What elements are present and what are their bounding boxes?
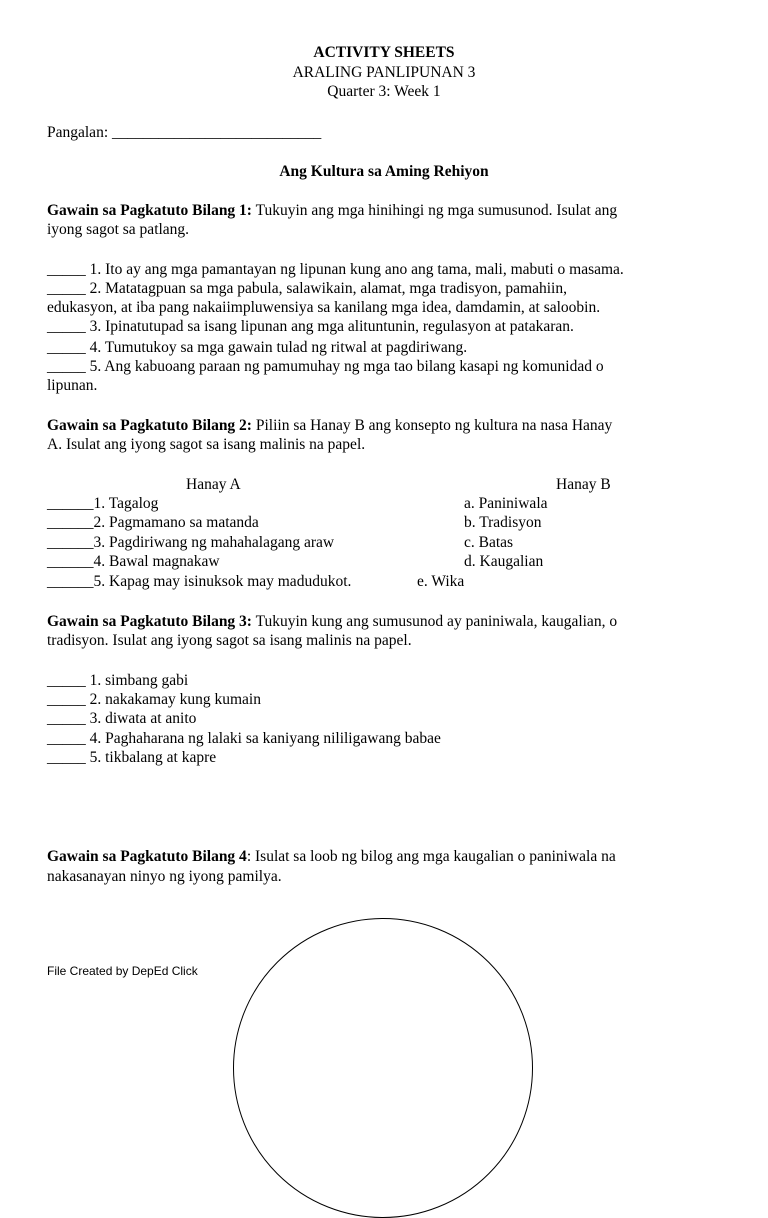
activity1-instruction-text: Tukuyin ang mga hinihingi ng mga sumusunod. Isulat ang (251, 202, 618, 219)
footer-credit: File Created by DepEd Click (47, 964, 198, 978)
activity1-item: _____ 3. Ipinatutupad sa isang lipunan ang mga alituntunin, regulasyon at patakaran. (47, 318, 574, 335)
activity3-instruction-text: Tukuyin kung ang sumusunod ay paniniwala, kaugalian, o (251, 613, 618, 630)
activity3-label: Gawain sa Pagkatuto Bilang 3: (47, 613, 252, 630)
activity2-label: Gawain sa Pagkatuto Bilang 2: (47, 417, 252, 434)
column-a-item: ______5. Kapag may isinuksok may madudukot. (47, 573, 352, 590)
activity2-instruction-cont: A. Isulat ang iyong sagot sa isang malinis na papel. (47, 436, 366, 453)
column-a-item: ______2. Pagmamano sa matanda (47, 514, 259, 531)
column-b-header: Hanay B (556, 476, 611, 493)
activity3-item: _____ 5. tikbalang at kapre (47, 749, 217, 766)
answer-circle (233, 918, 533, 1218)
lesson-title: Ang Kultura sa Aming Rehiyon (279, 163, 489, 180)
activity3-item: _____ 3. diwata at anito (47, 710, 197, 727)
activity3-item: _____ 1. simbang gabi (47, 672, 189, 689)
activity3-instruction-cont: tradisyon. Isulat ang iyong sagot sa isang malinis na papel. (47, 632, 412, 649)
activity1-item: _____ 2. Matatagpuan sa mga pabula, salawikain, alamat, mga tradisyon, pamahiin, (47, 280, 567, 297)
column-b-item: c. Batas (464, 534, 514, 551)
activity2-instruction-text: Piliin sa Hanay B ang konsepto ng kultura na nasa Hanay (251, 417, 613, 434)
activity1-instruction-cont: iyong sagot sa patlang. (47, 221, 190, 238)
activity3-item: _____ 2. nakakamay kung kumain (47, 691, 261, 708)
activity1-item: _____ 1. Ito ay ang mga pamantayan ng lipunan kung ano ang tama, mali, mabuti o masama. (47, 261, 624, 278)
name-line: Pangalan: ___________________________ (47, 124, 322, 141)
column-b-item: e. Wika (417, 573, 465, 590)
sheet-period: Quarter 3: Week 1 (327, 83, 441, 100)
activity3-instruction (47, 612, 617, 631)
activity4-instruction-text: : Isulat sa loob ng bilog ang mga kaugalian o paniniwala na (246, 848, 616, 865)
sheet-subject: ARALING PANLIPUNAN 3 (292, 64, 476, 81)
activity3-item: _____ 4. Paghaharana ng lalaki sa kaniyang nililigawang babae (47, 730, 441, 747)
sheet-title: ACTIVITY SHEETS (313, 44, 455, 61)
column-a-header: Hanay A (186, 476, 241, 493)
activity4-label: Gawain sa Pagkatuto Bilang 4 (47, 848, 247, 865)
activity1-label: Gawain sa Pagkatuto Bilang 1: (47, 202, 252, 219)
activity4-instruction-cont: nakasanayan ninyo ng iyong pamilya. (47, 868, 282, 885)
column-b-item: a. Paniniwala (464, 495, 548, 512)
column-b-item: b. Tradisyon (464, 514, 542, 531)
column-a-item: ______4. Bawal magnakaw (47, 553, 220, 570)
column-a-item: ______3. Pagdiriwang ng mahahalagang araw (47, 534, 335, 551)
activity4-instruction (47, 847, 616, 866)
activity1-item: lipunan. (47, 377, 98, 394)
column-a-item: ______1. Tagalog (47, 495, 159, 512)
activity1-item: _____ 5. Ang kabuoang paraan ng pamumuhay ng mga tao bilang kasapi ng komunidad o (47, 358, 604, 375)
activity1-item: _____ 4. Tumutukoy sa mga gawain tulad ng ritwal at pagdiriwang. (47, 339, 468, 356)
activity1-instruction (47, 201, 617, 220)
activity1-item: edukasyon, at iba pang nakaiimpluwensiya sa kanilang mga idea, damdamin, at saloobin. (47, 299, 601, 316)
activity2-instruction (47, 416, 612, 435)
column-b-item: d. Kaugalian (464, 553, 544, 570)
